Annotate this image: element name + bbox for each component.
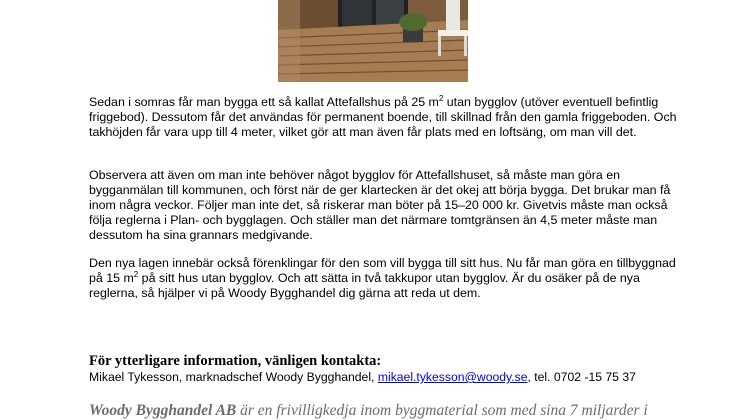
paragraph-attefallshus: Sedan i somras får man bygga ett så kallat Attefallshus på 25 $m^2$ utan bygglov (utöver eventuell befintlig friggebod). Dessutom får det användas för permanent boende, till skillnad från den gamla friggeboden. Och takhöjden får vara upp till 4 meter, vilket gör att man även får plats med en loftsäng, om man vill det.: [89, 94, 677, 139]
paragraph-bygganmalan: Observera att även om man inte behöver något bygglov för Attefallshuset, så måste man göra en bygganmälan till kommunen, och först när de ger klartecken är det okej att börja bygga. Det brukar man få inom några veckor. Följer man inte det, så riskerar man böter på 15–20 000 kr. Givetvis måste man också följa reglerna i Plan- och bygglagen. Och ställer man det närmare tomtgränsen än 4,5 meter måste man dessutom ha sina grannars medgivande.: [89, 168, 671, 242]
contact-details: [89, 370, 636, 385]
contact-heading: För ytterligare information, vänligen kontakta:: [89, 353, 382, 369]
paragraph-tillbyggnad: Den nya lagen innebär också förenklingar för den som vill bygga till sitt hus. Nu får man göra en tillbyggnad på 15 $m^2$ på sitt hus utan bygglov. Och att sätta in två takkupor utan bygglov. Är du osäker på de nya reglerna, så hjälper vi på Woody Bygghandel dig gärna att reda ut dem.: [89, 256, 676, 300]
company-boilerplate: [89, 401, 648, 420]
company-name: Woody Bygghandel AB: [89, 402, 237, 419]
contact-person: Mikael Tykesson, marknadschef Woody Bygghandel,: [89, 370, 378, 384]
deck-photo: [278, 0, 468, 82]
contact-phone: , tel. 0702 -15 75 37: [527, 370, 636, 384]
contact-email-link[interactable]: mikael.tykesson@woody.se: [377, 370, 528, 384]
deck-photo-illustration: [278, 0, 468, 82]
company-description: är en frivilligkedja inom byggmaterial som med sina 7 miljarder i: [236, 402, 648, 419]
